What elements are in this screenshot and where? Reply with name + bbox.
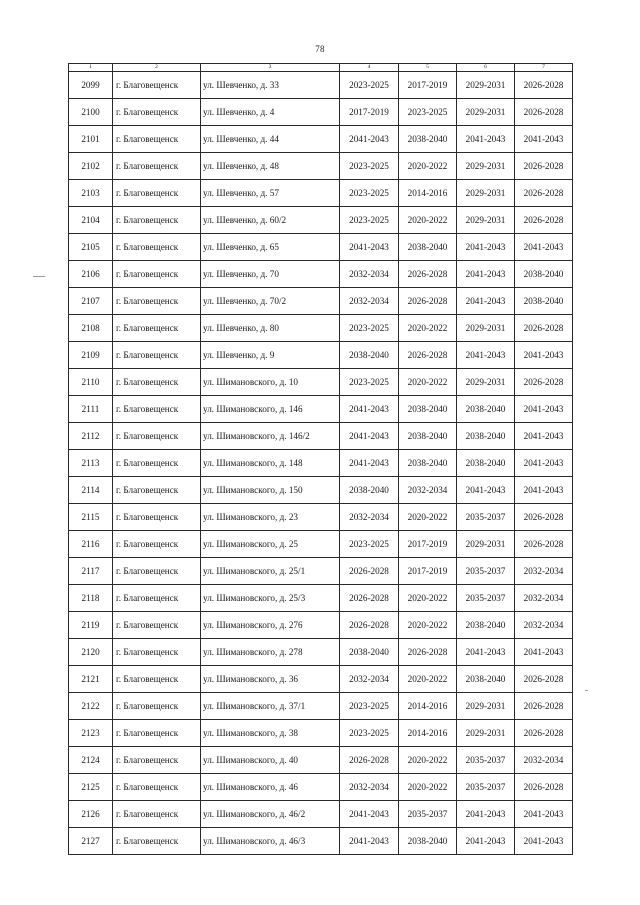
table-body <box>69 72 573 855</box>
period-col6-cell: 2029-2031 <box>457 720 515 747</box>
table-row <box>69 315 573 342</box>
period-col6-cell: 2041-2043 <box>457 126 515 153</box>
period-col5-cell: 2017-2019 <box>399 531 457 558</box>
period-col6-cell: 2041-2043 <box>457 234 515 261</box>
table-row <box>69 423 573 450</box>
column-number-4: 4 <box>340 64 399 72</box>
period-col6-cell: 2029-2031 <box>457 369 515 396</box>
table-row <box>69 504 573 531</box>
period-col6-cell: 2029-2031 <box>457 99 515 126</box>
table-row <box>69 477 573 504</box>
table-row <box>69 261 573 288</box>
address-cell: ул. Шимановского, д. 146/2 <box>201 423 340 450</box>
period-col7-cell: 2026-2028 <box>515 99 573 126</box>
row-number-cell: 2123 <box>69 720 113 747</box>
period-col7-cell: 2041-2043 <box>515 477 573 504</box>
period-col6-cell: 2038-2040 <box>457 423 515 450</box>
city-cell: г. Благовещенск <box>113 693 201 720</box>
period-col7-cell: 2041-2043 <box>515 639 573 666</box>
period-col5-cell: 2014-2016 <box>399 693 457 720</box>
address-cell: ул. Шевченко, д. 80 <box>201 315 340 342</box>
row-number-cell: 2108 <box>69 315 113 342</box>
period-col4-cell: 2023-2025 <box>340 720 399 747</box>
city-cell: г. Благовещенск <box>113 504 201 531</box>
table-row <box>69 639 573 666</box>
period-col5-cell: 2038-2040 <box>399 450 457 477</box>
period-col7-cell: 2032-2034 <box>515 747 573 774</box>
period-col5-cell: 2038-2040 <box>399 396 457 423</box>
period-col5-cell: 2038-2040 <box>399 828 457 855</box>
period-col6-cell: 2038-2040 <box>457 666 515 693</box>
register-table <box>68 63 573 855</box>
row-number-cell: 2121 <box>69 666 113 693</box>
period-col4-cell: 2032-2034 <box>340 504 399 531</box>
city-cell: г. Благовещенск <box>113 342 201 369</box>
period-col5-cell: 2026-2028 <box>399 342 457 369</box>
period-col7-cell: 2026-2028 <box>515 369 573 396</box>
table-row <box>69 558 573 585</box>
period-col7-cell: 2026-2028 <box>515 666 573 693</box>
period-col7-cell: 2041-2043 <box>515 396 573 423</box>
period-col7-cell: 2026-2028 <box>515 72 573 99</box>
row-number-cell: 2116 <box>69 531 113 558</box>
city-cell: г. Благовещенск <box>113 396 201 423</box>
table-row <box>69 396 573 423</box>
period-col5-cell: 2020-2022 <box>399 774 457 801</box>
address-cell: ул. Шевченко, д. 4 <box>201 99 340 126</box>
address-cell: ул. Шимановского, д. 37/1 <box>201 693 340 720</box>
table-row <box>69 828 573 855</box>
column-number-6: 6 <box>457 64 515 72</box>
row-number-cell: 2099 <box>69 72 113 99</box>
scan-mark-right <box>585 690 588 691</box>
row-number-cell: 2111 <box>69 396 113 423</box>
table-row <box>69 720 573 747</box>
period-col4-cell: 2023-2025 <box>340 207 399 234</box>
period-col6-cell: 2041-2043 <box>457 342 515 369</box>
address-cell: ул. Шимановского, д. 38 <box>201 720 340 747</box>
period-col7-cell: 2032-2034 <box>515 558 573 585</box>
row-number-cell: 2101 <box>69 126 113 153</box>
column-number-row <box>69 64 573 72</box>
period-col7-cell: 2026-2028 <box>515 531 573 558</box>
period-col6-cell: 2035-2037 <box>457 585 515 612</box>
period-col6-cell: 2029-2031 <box>457 180 515 207</box>
address-cell: ул. Шимановского, д. 150 <box>201 477 340 504</box>
city-cell: г. Благовещенск <box>113 801 201 828</box>
city-cell: г. Благовещенск <box>113 99 201 126</box>
row-number-cell: 2105 <box>69 234 113 261</box>
address-cell: ул. Шимановского, д. 25 <box>201 531 340 558</box>
period-col6-cell: 2041-2043 <box>457 261 515 288</box>
period-col6-cell: 2035-2037 <box>457 558 515 585</box>
period-col7-cell: 2026-2028 <box>515 315 573 342</box>
period-col4-cell: 2041-2043 <box>340 828 399 855</box>
period-col7-cell: 2026-2028 <box>515 720 573 747</box>
period-col4-cell: 2038-2040 <box>340 639 399 666</box>
city-cell: г. Благовещенск <box>113 666 201 693</box>
period-col7-cell: 2026-2028 <box>515 693 573 720</box>
column-number-3: 3 <box>201 64 340 72</box>
address-cell: ул. Шимановского, д. 10 <box>201 369 340 396</box>
address-cell: ул. Шевченко, д. 33 <box>201 72 340 99</box>
address-cell: ул. Шимановского, д. 25/1 <box>201 558 340 585</box>
address-cell: ул. Шимановского, д. 276 <box>201 612 340 639</box>
address-cell: ул. Шевченко, д. 70 <box>201 261 340 288</box>
period-col5-cell: 2038-2040 <box>399 126 457 153</box>
city-cell: г. Благовещенск <box>113 423 201 450</box>
address-cell: ул. Шевченко, д. 9 <box>201 342 340 369</box>
period-col5-cell: 2020-2022 <box>399 369 457 396</box>
period-col7-cell: 2041-2043 <box>515 801 573 828</box>
city-cell: г. Благовещенск <box>113 315 201 342</box>
period-col4-cell: 2041-2043 <box>340 396 399 423</box>
address-cell: ул. Шевченко, д. 70/2 <box>201 288 340 315</box>
address-cell: ул. Шимановского, д. 23 <box>201 504 340 531</box>
column-number-5: 5 <box>399 64 457 72</box>
period-col6-cell: 2029-2031 <box>457 531 515 558</box>
city-cell: г. Благовещенск <box>113 450 201 477</box>
period-col4-cell: 2017-2019 <box>340 99 399 126</box>
period-col6-cell: 2038-2040 <box>457 396 515 423</box>
period-col6-cell: 2041-2043 <box>457 477 515 504</box>
period-col4-cell: 2041-2043 <box>340 423 399 450</box>
period-col5-cell: 2032-2034 <box>399 477 457 504</box>
table-row <box>69 612 573 639</box>
address-cell: ул. Шимановского, д. 46 <box>201 774 340 801</box>
period-col7-cell: 2041-2043 <box>515 234 573 261</box>
table-row <box>69 126 573 153</box>
period-col4-cell: 2023-2025 <box>340 72 399 99</box>
city-cell: г. Благовещенск <box>113 747 201 774</box>
period-col4-cell: 2038-2040 <box>340 342 399 369</box>
address-cell: ул. Шевченко, д. 48 <box>201 153 340 180</box>
period-col4-cell: 2041-2043 <box>340 126 399 153</box>
period-col4-cell: 2026-2028 <box>340 558 399 585</box>
row-number-cell: 2113 <box>69 450 113 477</box>
table-row <box>69 666 573 693</box>
city-cell: г. Благовещенск <box>113 126 201 153</box>
row-number-cell: 2122 <box>69 693 113 720</box>
city-cell: г. Благовещенск <box>113 585 201 612</box>
row-number-cell: 2126 <box>69 801 113 828</box>
period-col6-cell: 2041-2043 <box>457 828 515 855</box>
address-cell: ул. Шевченко, д. 65 <box>201 234 340 261</box>
period-col5-cell: 2014-2016 <box>399 180 457 207</box>
period-col4-cell: 2023-2025 <box>340 153 399 180</box>
address-cell: ул. Шимановского, д. 46/2 <box>201 801 340 828</box>
period-col7-cell: 2041-2043 <box>515 450 573 477</box>
table-row <box>69 585 573 612</box>
table-row <box>69 99 573 126</box>
period-col7-cell: 2026-2028 <box>515 207 573 234</box>
row-number-cell: 2112 <box>69 423 113 450</box>
period-col5-cell: 2035-2037 <box>399 801 457 828</box>
table-row <box>69 693 573 720</box>
period-col7-cell: 2041-2043 <box>515 342 573 369</box>
period-col4-cell: 2023-2025 <box>340 315 399 342</box>
period-col6-cell: 2035-2037 <box>457 504 515 531</box>
period-col4-cell: 2041-2043 <box>340 801 399 828</box>
address-cell: ул. Шимановского, д. 36 <box>201 666 340 693</box>
period-col6-cell: 2029-2031 <box>457 207 515 234</box>
period-col5-cell: 2017-2019 <box>399 72 457 99</box>
period-col5-cell: 2020-2022 <box>399 747 457 774</box>
period-col5-cell: 2020-2022 <box>399 585 457 612</box>
period-col4-cell: 2041-2043 <box>340 450 399 477</box>
row-number-cell: 2124 <box>69 747 113 774</box>
row-number-cell: 2100 <box>69 99 113 126</box>
period-col5-cell: 2017-2019 <box>399 558 457 585</box>
period-col4-cell: 2023-2025 <box>340 180 399 207</box>
period-col4-cell: 2023-2025 <box>340 531 399 558</box>
period-col7-cell: 2032-2034 <box>515 612 573 639</box>
period-col5-cell: 2014-2016 <box>399 720 457 747</box>
period-col7-cell: 2032-2034 <box>515 585 573 612</box>
period-col6-cell: 2029-2031 <box>457 315 515 342</box>
city-cell: г. Благовещенск <box>113 531 201 558</box>
row-number-cell: 2110 <box>69 369 113 396</box>
city-cell: г. Благовещенск <box>113 234 201 261</box>
row-number-cell: 2107 <box>69 288 113 315</box>
period-col7-cell: 2041-2043 <box>515 126 573 153</box>
period-col4-cell: 2041-2043 <box>340 234 399 261</box>
column-number-1: 1 <box>69 64 113 72</box>
period-col5-cell: 2020-2022 <box>399 153 457 180</box>
period-col5-cell: 2020-2022 <box>399 207 457 234</box>
period-col7-cell: 2026-2028 <box>515 774 573 801</box>
address-cell: ул. Шевченко, д. 44 <box>201 126 340 153</box>
row-number-cell: 2106 <box>69 261 113 288</box>
period-col7-cell: 2026-2028 <box>515 504 573 531</box>
period-col5-cell: 2023-2025 <box>399 99 457 126</box>
address-cell: ул. Шимановского, д. 25/3 <box>201 585 340 612</box>
row-number-cell: 2114 <box>69 477 113 504</box>
table-row <box>69 288 573 315</box>
row-number-cell: 2119 <box>69 612 113 639</box>
row-number-cell: 2125 <box>69 774 113 801</box>
city-cell: г. Благовещенск <box>113 261 201 288</box>
period-col4-cell: 2026-2028 <box>340 747 399 774</box>
address-cell: ул. Шимановского, д. 148 <box>201 450 340 477</box>
table-row <box>69 153 573 180</box>
period-col7-cell: 2038-2040 <box>515 288 573 315</box>
period-col5-cell: 2038-2040 <box>399 423 457 450</box>
city-cell: г. Благовещенск <box>113 612 201 639</box>
period-col5-cell: 2020-2022 <box>399 504 457 531</box>
period-col4-cell: 2026-2028 <box>340 585 399 612</box>
table-row <box>69 747 573 774</box>
city-cell: г. Благовещенск <box>113 828 201 855</box>
period-col6-cell: 2035-2037 <box>457 774 515 801</box>
city-cell: г. Благовещенск <box>113 180 201 207</box>
address-cell: ул. Шимановского, д. 278 <box>201 639 340 666</box>
table-row <box>69 342 573 369</box>
city-cell: г. Благовещенск <box>113 558 201 585</box>
row-number-cell: 2120 <box>69 639 113 666</box>
city-cell: г. Благовещенск <box>113 477 201 504</box>
row-number-cell: 2103 <box>69 180 113 207</box>
address-cell: ул. Шимановского, д. 46/3 <box>201 828 340 855</box>
table-row <box>69 531 573 558</box>
period-col5-cell: 2020-2022 <box>399 612 457 639</box>
city-cell: г. Благовещенск <box>113 774 201 801</box>
city-cell: г. Благовещенск <box>113 369 201 396</box>
period-col6-cell: 2041-2043 <box>457 288 515 315</box>
period-col6-cell: 2029-2031 <box>457 693 515 720</box>
period-col6-cell: 2038-2040 <box>457 612 515 639</box>
table-header <box>69 64 573 72</box>
period-col7-cell: 2026-2028 <box>515 180 573 207</box>
row-number-cell: 2109 <box>69 342 113 369</box>
row-number-cell: 2104 <box>69 207 113 234</box>
city-cell: г. Благовещенск <box>113 639 201 666</box>
period-col6-cell: 2041-2043 <box>457 801 515 828</box>
row-number-cell: 2127 <box>69 828 113 855</box>
row-number-cell: 2102 <box>69 153 113 180</box>
period-col5-cell: 2026-2028 <box>399 639 457 666</box>
address-cell: ул. Шевченко, д. 57 <box>201 180 340 207</box>
period-col5-cell: 2020-2022 <box>399 315 457 342</box>
period-col4-cell: 2023-2025 <box>340 369 399 396</box>
table-row <box>69 369 573 396</box>
table-row <box>69 774 573 801</box>
period-col4-cell: 2038-2040 <box>340 477 399 504</box>
period-col4-cell: 2026-2028 <box>340 612 399 639</box>
scan-mark-left <box>33 276 45 277</box>
period-col7-cell: 2038-2040 <box>515 261 573 288</box>
period-col6-cell: 2041-2043 <box>457 639 515 666</box>
period-col4-cell: 2032-2034 <box>340 666 399 693</box>
period-col7-cell: 2026-2028 <box>515 153 573 180</box>
table-row <box>69 180 573 207</box>
period-col4-cell: 2032-2034 <box>340 774 399 801</box>
column-number-7: 7 <box>515 64 573 72</box>
row-number-cell: 2117 <box>69 558 113 585</box>
city-cell: г. Благовещенск <box>113 207 201 234</box>
period-col5-cell: 2026-2028 <box>399 261 457 288</box>
period-col4-cell: 2032-2034 <box>340 288 399 315</box>
city-cell: г. Благовещенск <box>113 288 201 315</box>
table-row <box>69 450 573 477</box>
column-number-2: 2 <box>113 64 201 72</box>
city-cell: г. Благовещенск <box>113 153 201 180</box>
page-number: 78 <box>315 44 325 54</box>
table-row <box>69 207 573 234</box>
period-col6-cell: 2029-2031 <box>457 153 515 180</box>
address-cell: ул. Шевченко, д. 60/2 <box>201 207 340 234</box>
period-col7-cell: 2041-2043 <box>515 423 573 450</box>
period-col6-cell: 2029-2031 <box>457 72 515 99</box>
period-col5-cell: 2020-2022 <box>399 666 457 693</box>
city-cell: г. Благовещенск <box>113 72 201 99</box>
row-number-cell: 2115 <box>69 504 113 531</box>
period-col4-cell: 2023-2025 <box>340 693 399 720</box>
address-cell: ул. Шимановского, д. 146 <box>201 396 340 423</box>
table-row <box>69 72 573 99</box>
row-number-cell: 2118 <box>69 585 113 612</box>
period-col6-cell: 2038-2040 <box>457 450 515 477</box>
city-cell: г. Благовещенск <box>113 720 201 747</box>
period-col4-cell: 2032-2034 <box>340 261 399 288</box>
period-col6-cell: 2035-2037 <box>457 747 515 774</box>
address-cell: ул. Шимановского, д. 40 <box>201 747 340 774</box>
period-col5-cell: 2038-2040 <box>399 234 457 261</box>
table-row <box>69 234 573 261</box>
table-row <box>69 801 573 828</box>
period-col7-cell: 2041-2043 <box>515 828 573 855</box>
period-col5-cell: 2026-2028 <box>399 288 457 315</box>
